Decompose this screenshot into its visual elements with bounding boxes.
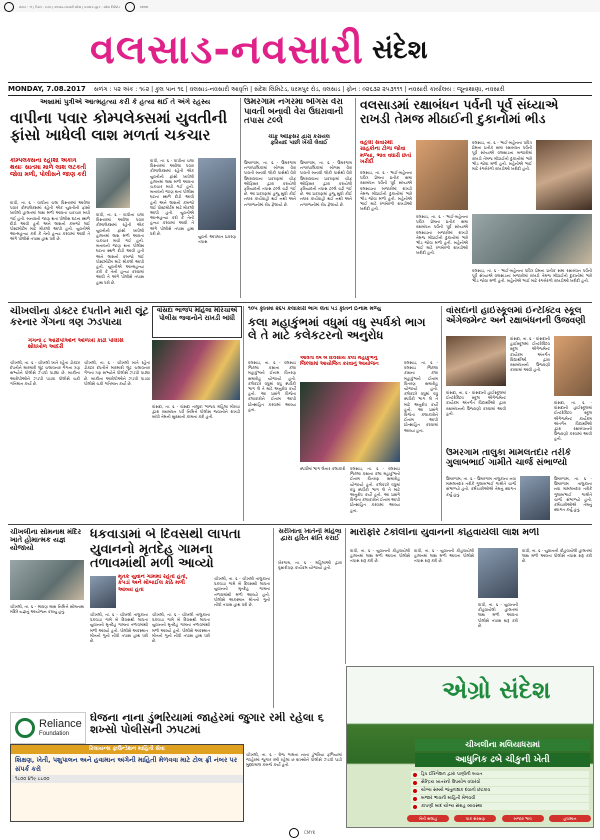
story3-photo2 — [536, 140, 592, 210]
story13-body-col4: વાપી, તા. ૬ - યુવાનની કોહવાયેલી હાલતમાં લાશ મળી આવતા પોલીસે તપાસ શરૂ કરી છે. — [522, 548, 592, 564]
column-rule — [345, 528, 346, 664]
agro-sandesh-section — [346, 666, 594, 828]
story7-body-cont: વાંસદા, તા. ૬ - વાંસદાની હાઈસ્કૂલમાં ઈન્ટરેક્ટિવ સ્કૂલ એંગેજમેન્ટ કાર્યક્રમ અંતર્ગત વિદ્યાર્થીઓ દ્વારા રક્ષાબંધનની ઉજવણી કરવામાં આવી હતી. — [510, 336, 550, 373]
story3-photo3 — [472, 214, 592, 264]
story8-headline: ઉમરગામ તાલુકા મામલતદાર તરીકે ગુલાબભાઈ ગામીતે ચાર્જ સંભાળ્યો — [446, 448, 571, 469]
issue-info: સળંગ : ૫૨ અંક : ૧૯૨ | કુલ પાન ૧૬ | વલસાડ-નવસારી આવૃત્તિ | સંદેશ લિમિટેડ, ધરમપુર રોડ, વલસાડ | ફોન : ૦૨૬૩૨ ૨૫૩૧૧૧ | નવસારી કાર્યાલય : જૂનાથાણા, નવસારી — [93, 86, 505, 93]
agro-tip: ડ્રિપ ઈરિગેશન દ્વારા પાણીની બચત — [411, 771, 589, 778]
bottom-print-strip — [0, 826, 600, 834]
column-rule — [441, 306, 442, 521]
story14-headline: ઘેજના નાના ડુંભરિયામાં જાહેરમાં જુગાર રમી રહેલા ૬ શખ્સો પોલીસની ઝપટમાં — [90, 712, 324, 737]
story11-photo — [10, 560, 84, 600]
agro-foot-item: બજાર ભાવ — [502, 815, 544, 822]
story8-body: ઉમરગામ, તા. ૬ - ઉમરગામ તાલુકાના નવા મામલતદાર તરીકે ગુલાબભાઈ ગામીતે ચાર્જ સંભાળ્યો હતો. કર્મચારીઓએ તેમનું સ્વાગત કર્યું હતું. — [446, 476, 516, 497]
story1-headline: વાપીના પવાર કોમ્પલેક્સમાં યુવતીની ફાંસો ખાધેલી લાશ મળતાં ચકચાર — [10, 110, 228, 144]
agro-tip: બજાર ભાવની માહિતી મેળવવી — [411, 795, 589, 802]
top-print-strip — [0, 0, 600, 12]
agro-tips — [411, 771, 589, 811]
story13-body-cont: વાપી, તા. ૬ - યુવાનની કોહવાયેલી હાલતમાં લાશ મળી આવતા પોલીસે તપાસ શરૂ કરી છે. — [414, 548, 474, 564]
reliance-foundation-logo — [10, 712, 86, 744]
story13-body: વાપી, તા. ૬ - યુવાનની કોહવાયેલી હાલતમાં લાશ મળી આવતા પોલીસે તપાસ શરૂ કરી છે. — [350, 548, 410, 564]
story6-photo — [300, 382, 400, 462]
story1-body-col3: વાપી, તા. ૬ - વાપીના ચલા વિસ્તારમાં આવેલા પવાર કોમ્પલેક્સમાં રહેતી એક યુવતીની ફાંસો ખાધેલી હાલતમાં લાશ મળી આવતા ચકચાર મચી ગઈ હતી. બનાવની જાણ થતા પોલીસ ઘટના સ્થળે દોડી આવી હતી અને લાશનો કબજો લઈ પોસ્ટમોર્ટમ માટે મોકલી આપી હતી. યુવતીએ આત્મહત્યા કરી કે તેની હત્યા કરવામાં આવી તે અંગે પોલીસે તપાસ હાથ ધરી છે. — [150, 158, 194, 236]
agro-foot-item: ખેતી સલાહ — [407, 815, 449, 822]
story6-caption: સ્પર્ધામાં ભાગ લેનાર કલાકારો — [300, 466, 346, 471]
masthead — [90, 22, 550, 78]
story4-headline: ચીખલીના ડોક્ટર દંપતીને મારી લૂંટ કરનાર ગેંગના ત્રણ ઝડપાયા — [10, 306, 149, 329]
story5-headline: વાંસદા ભાજપ મહિલા મોરચાએ પોલીસ જવાનોને રાખડી બાંધી — [152, 306, 242, 338]
agro-tip: કાપણી બાદ યોગ્ય સંગ્રહ વ્યવસ્થા — [411, 803, 589, 810]
story7-body: વાંસદા, તા. ૬ - વાંસદાની હાઈસ્કૂલમાં ઈન્ટરેક્ટિવ સ્કૂલ એંગેજમેન્ટ કાર્યક્રમ અંતર્ગત વિદ્યાર્થીઓ દ્વારા રક્ષાબંધનની ઉજવણી કરવામાં આવી હતી. — [446, 390, 506, 416]
story4-body-cont: ચીખલી, તા. ૬ - ચીખલી ખાતે રહેતા ડોક્ટર દંપતીને મારમારી લૂંટ ચલાવનાર ગેંગના ત્રણ સભ્યોને પોલીસે ઝડપી પાડ્યા છે. બાકીના આરોપીઓને ઝડપી પાડવા પોલીસે ચક્રો ગતિમાન કર્યા છે. — [84, 360, 150, 386]
registration-mark-icon — [4, 2, 14, 12]
story1-photo2 — [198, 158, 236, 230]
story10-headline: ધકવાડામાં બે દિવસથી લાપતા યુવાનનો મૃતદેહ ગામના તળાવમાંથી મળી આવ્યો — [90, 528, 241, 572]
reliance-logo-icon — [15, 718, 35, 738]
story3-body-col4: વલસાડ, તા. ૬ - ભાઈ-બહેનના પવિત્ર પ્રેમના પ્રતીક સમા રક્ષાબંધન પર્વની પૂર્વ સંધ્યાએ વલસાડના બજારોમાં રાખડી તેમજ મીઠાઈની દુકાનોમાં ભારે ભીડ જોવા મળી હતી. બહેનોએ ભાઈ માટે રંગબેરંગી રાખડીઓ ખરીદી હતી. — [472, 268, 592, 284]
story13-photo — [478, 548, 518, 598]
story2-bullets: ચીફ ઓફિસર દ્વારા કરાયેલ ફરિયાદ પાછી ખેંચી લેવાઈ — [268, 134, 330, 147]
story2-headline: ઉમરગામ નગરમાં બોગસ વેરા પાવતી બનાવી વેરા ઉઘરાવાની તપાસ ટલ્લે — [244, 98, 344, 127]
story12-body: ખેરગામ, તા. ૬ - મહિલાઓ દ્વારા વૃક્ષારોપણ કાર્યક્રમ યોજાયો હતો. — [278, 560, 342, 571]
story5-photo — [152, 340, 240, 400]
story7-photo — [446, 336, 506, 386]
story13-headline: મારોફોર ટેકોલીના યુવાનની કોહવાયેલી લાશ મળી — [350, 528, 540, 538]
story13-body-col3: વાપી, તા. ૬ - યુવાનની કોહવાયેલી હાલતમાં લાશ મળી આવતા પોલીસે તપાસ શરૂ કરી છે. — [478, 602, 518, 628]
story7-headline: વાંસદાની હાઈસ્કૂલમાં ઈન્ટેક્ટિવ સ્કૂલ એંગેજમેન્ટ અને રક્ષાબંધનની ઉજવણી — [446, 306, 586, 327]
dateline — [8, 82, 592, 96]
bottom-cmyk: CMYK — [303, 830, 316, 835]
story1-photo — [96, 158, 130, 208]
agro-band-2: આધુનિક ઢબે ચીકુની ખેતી — [415, 753, 590, 767]
story6-body-col3: વલસાડ, તા. ૬ - વલસાડ જિલ્લા કક્ષાના કલા મહાકુંભનો ઈનામ વિતરણ સમારોહ યોજાયો હતો. કલેકટરે વધુમાં વધુ સ્પર્ધકો ભાગ લે તે માટે અનુરોધ કર્યો હતો. આ પ્રસંગે વિજેતા કલાકારોને ઈનામ આપી પ્રોત્સાહિત કરવામાં આવ્યા હતા. — [404, 360, 438, 433]
reliance-name: Reliance — [39, 718, 82, 731]
agro-tip: સેન્દ્રિય ખાતરનો ઉપયોગ વધારવો — [411, 779, 589, 786]
story3-bullets: વહેલી સવારથી ગ્રાહકોના ટોળા જોવા મળ્યા, ભાવ વધારો છતાં ખરીદી — [360, 140, 412, 165]
registration-mark-icon — [125, 2, 135, 12]
story14-body: ચીખલી, તા. ૬ - ઘેજ ગામના નાના ડુંભરિયા ફળિયામાં જાહેરમાં જુગાર રમી રહેલા છ શખ્સોને પોલીસે ઝડપી પાડી મુદ્દામાલ કબજે કર્યો હતો. — [246, 752, 342, 768]
story1-bullets: કોમ્પલેક્સના રહીશો એકત્રિ થયાઃ સાતમા માળે લાશ લટકતી જોવા મળી, પોલીસને જાણ કરી — [10, 158, 87, 178]
ad-body: શિક્ષણ, ખેતી, પશુપાલન અને હવામાન અંગેની માહિતી મેળવવા માટે ટોલ ફ્રી નંબર પર સંપર્ક કરો — [15, 756, 238, 773]
agro-title: એગ્રો સંદેશ — [442, 675, 551, 704]
ad-header: રિલાયન્સ ફાઉન્ડેશન માહિતી સેવા — [11, 745, 243, 754]
registration-mark-icon — [289, 828, 299, 838]
column-rule — [240, 98, 241, 298]
story1-kicker: અબ્રામાં પુત્રીએ આત્મહત્યા કરી કે હત્યા થઈ તે અંગે રહસ્ય — [40, 98, 211, 106]
story3-headline: વલસાડમાં રક્ષાબંધન પર્વની પૂર્વ સંધ્યાએ રાખડી તેમજ મીઠાઈની દુકાનોમાં ભીડ — [360, 98, 559, 126]
story3-body: વલસાડ, તા. ૬ - ભાઈ-બહેનના પવિત્ર પ્રેમના પ્રતીક સમા રક્ષાબંધન પર્વની પૂર્વ સંધ્યાએ વલસાડના બજારોમાં રાખડી તેમજ મીઠાઈની દુકાનોમાં ભારે ભીડ જોવા મળી હતી. બહેનોએ ભાઈ માટે રંગબેરંગી રાખડીઓ ખરીદી હતી. — [360, 170, 412, 212]
story5-body: વાંસદા, તા. ૬ - વાંસદા તાલુકા ભાજપ મહિલા મોરચા દ્વારા રક્ષાબંધન પર્વ નિમિત્તે પોલીસ જવાનોને રાખડી બાંધી તેમની સુરક્ષાની કામના કરી હતી. — [152, 404, 240, 420]
column-rule — [243, 306, 244, 521]
story1-body-cont: વાપી, તા. ૬ - વાપીના ચલા વિસ્તારમાં આવેલા પવાર કોમ્પલેક્સમાં રહેતી એક યુવતીની ફાંસો ખાધેલી હાલતમાં લાશ મળી આવતા ચકચાર મચી ગઈ હતી. બનાવની જાણ થતા પોલીસ ઘટના સ્થળે દોડી આવી હતી અને લાશનો કબજો લઈ પોસ્ટમોર્ટમ માટે મોકલી આપી હતી. યુવતીએ આત્મહત્યા કરી કે તેની હત્યા કરવામાં આવી તે અંગે પોલીસે તપાસ હાથ ધરી છે. — [96, 212, 144, 285]
cmyk-label: CMYK — [139, 5, 149, 9]
story10-body: ચીખલી, તા. ૬ - ચીખલી તાલુકાના ધકવાડા ગામે બે દિવસથી લાપતા યુવાનનો મૃતદેહ ગામના તળાવમાંથી મળી આવ્યો હતો. પોલીસે અકસ્માત મોતનો ગુનો નોંધી તપાસ હાથ ધરી છે. — [90, 612, 148, 644]
reliance-ad — [10, 744, 244, 822]
story10-photo — [90, 576, 116, 608]
story3-photo — [416, 140, 468, 210]
ad-phone: ૧૮૦૦ ૪૧૯ ૮૮૦૦ — [11, 775, 243, 783]
agro-foot-item: હવામાન — [549, 815, 591, 822]
story3-body-col3: વલસાડ, તા. ૬ - ભાઈ-બહેનના પવિત્ર પ્રેમના પ્રતીક સમા રક્ષાબંધન પર્વની પૂર્વ સંધ્યાએ વલસાડના બજારોમાં રાખડી તેમજ મીઠાઈની દુકાનોમાં ભારે ભીડ જોવા મળી હતી. બહેનોએ ભાઈ માટે રંગબેરંગી રાખડીઓ ખરીદી હતી. — [472, 140, 532, 172]
issue-date: MONDAY, 7.08.2017 — [8, 85, 86, 93]
story7-photo2 — [554, 336, 592, 396]
agro-band-1: ચીખલીના મલિયાધરામાં — [415, 739, 590, 751]
story4-body: ચીખલી, તા. ૬ - ચીખલી ખાતે રહેતા ડોક્ટર દંપતીને મારમારી લૂંટ ચલાવનાર ગેંગના ત્રણ સભ્યોને પોલીસે ઝડપી પાડ્યા છે. બાકીના આરોપીઓને ઝડપી પાડવા પોલીસે ચક્રો ગતિમાન કર્યા છે. — [10, 360, 80, 386]
story6-kicker: ૧૦૫ કૃતિમાં ૨૬૫ કલાકારો ભાગ લેતા પડ કૃતિને ઈનામ મળ્યું — [248, 306, 381, 312]
column-rule — [273, 528, 274, 708]
story8-photo — [520, 476, 550, 520]
story3-body-cont: વલસાડ, તા. ૬ - ભાઈ-બહેનના પવિત્ર પ્રેમના પ્રતીક સમા રક્ષાબંધન પર્વની પૂર્વ સંધ્યાએ વલસાડના બજારોમાં રાખડી તેમજ મીઠાઈની દુકાનોમાં ભારે ભીડ જોવા મળી હતી. બહેનોએ ભાઈ માટે રંગબેરંગી રાખડીઓ ખરીદી હતી. — [416, 214, 468, 256]
section-rule — [8, 524, 592, 525]
story6-body: વલસાડ, તા. ૬ - વલસાડ જિલ્લા કક્ષાના કલા મહાકુંભનો ઈનામ વિતરણ સમારોહ યોજાયો હતો. કલેકટરે વધુમાં વધુ સ્પર્ધકો ભાગ લે તે માટે અનુરોધ કર્યો હતો. આ પ્રસંગે વિજેતા કલાકારોને ઈનામ આપી પ્રોત્સાહિત કરવામાં આવ્યા હતા. — [248, 360, 296, 412]
section-rule — [8, 302, 592, 303]
story6-bullets: આવતા વર્ષે બે દિવસીય કલા મહાકુંભનું જિલ્લામાં આયોજિત કરવાનું આયોજન — [300, 356, 379, 367]
masthead-subtitle: સંદેશ — [371, 34, 428, 65]
agro-footer — [407, 815, 591, 822]
story7-body-col3: વાંસદા, તા. ૬ - વાંસદાની હાઈસ્કૂલમાં ઈન્ટરેક્ટિવ સ્કૂલ એંગેજમેન્ટ કાર્યક્રમ અંતર્ગત વિદ્યાર્થીઓ દ્વારા રક્ષાબંધનની ઉજવણી કરવામાં આવી હતી. — [554, 400, 592, 442]
story11-headline: ચીખલીના સોમનાથ મંદિર ખાતે હોમાત્મક યજ્ઞ યોજાયો — [10, 528, 82, 552]
story12-headline: સરીખાતા ખાતેની મહિલા દ્વારા હરિત ક્રાંતિ કરાઈ — [278, 528, 342, 543]
story11-body: ચીખલી, તા. ૬ - શ્રાવણ માસ નિમિત્તે સોમનાથ મંદિરે યજ્ઞનું આયોજન કરાયું હતું. — [10, 604, 84, 615]
story6-body-cont: વલસાડ, તા. ૬ - વલસાડ જિલ્લા કક્ષાના કલા મહાકુંભનો ઈનામ વિતરણ સમારોહ યોજાયો હતો. કલેકટરે વધુમાં વધુ સ્પર્ધકો ભાગ લે તે માટે અનુરોધ કર્યો હતો. આ પ્રસંગે વિજેતા કલાકારોને ઈનામ આપી પ્રોત્સાહિત કરવામાં આવ્યા હતા. — [350, 466, 400, 513]
story6-headline: કલા મહાકુંભમાં વધુમાં વધુ સ્પર્ધકો ભાગ લે તે માટે કલેકટરનો અનુરોધ — [248, 316, 426, 342]
column-rule — [355, 98, 356, 298]
story10-body-col3: ચીખલી, તા. ૬ - ચીખલી તાલુકાના ધકવાડા ગામે બે દિવસથી લાપતા યુવાનનો મૃતદેહ ગામના તળાવમાંથી મળી આવ્યો હતો. પોલીસે અકસ્માત મોતનો ગુનો નોંધી તપાસ હાથ ધરી છે. — [214, 576, 270, 608]
top-strip-text: સંતાન : ૧૧ | કિમત : ૨.૦૦ | વલસાડ-નવસારી સંદેશ | પ્રકાશક-મુદ્રક : સંદેશ લિમિટેડ — [18, 5, 120, 9]
story8-body-cont: ઉમરગામ, તા. ૬ - ઉમરગામ તાલુકાના નવા મામલતદાર તરીકે ગુલાબભાઈ ગામીતે ચાર્જ સંભાળ્યો હતો. કર્મચારીઓએ તેમનું સ્વાગત કર્યું હતું. — [554, 476, 592, 513]
agro-foot-item: પાક સંરક્ષણ — [454, 815, 496, 822]
agro-tip: યોગ્ય સમયે જંતુનાશક દવાનો છંટકાવ — [411, 787, 589, 794]
story10-body-cont: ચીખલી, તા. ૬ - ચીખલી તાલુકાના ધકવાડા ગામે બે દિવસથી લાપતા યુવાનનો મૃતદેહ ગામના તળાવમાંથી મળી આવ્યો હતો. પોલીસે અકસ્માત મોતનો ગુનો નોંધી તપાસ હાથ ધરી છે. — [152, 612, 210, 644]
story10-bullets: મૃતક યુવાન ગામમાં રહેતો હતો, કપડાં અને મોબાઈલ કાંઠે મળી આવ્યા હતા — [118, 574, 188, 593]
masthead-title: વલસાડ-નવસારી — [90, 27, 364, 73]
story4-bullets: ગેંગના ૮ આરોપીઓને ઓળખી કાઢી પોલીસે શોધખોળ આદરી — [28, 338, 124, 351]
reliance-sub: Foundation — [39, 730, 70, 737]
story1-body: વાપી, તા. ૬ - વાપીના ચલા વિસ્તારમાં આવેલા પવાર કોમ્પલેક્સમાં રહેતી એક યુવતીની ફાંસો ખાધેલી હાલતમાં લાશ મળી આવતા ચકચાર મચી ગઈ હતી. બનાવની જાણ થતા પોલીસ ઘટના સ્થળે દોડી આવી હતી અને લાશનો કબજો લઈ પોસ્ટમોર્ટમ માટે મોકલી આપી હતી. યુવતીએ આત્મહત્યા કરી કે તેની હત્યા કરવામાં આવી તે અંગે પોલીસે તપાસ હાથ ધરી છે. — [10, 200, 90, 242]
story2-body: ઉમરગામ, તા. ૬ - ઉમરગામ નગરપાલિકામાં બોગસ વેરા પાવતી બનાવી લોકો પાસેથી વેરો ઉઘરાવવાના પ્રકરણમાં ચીફ ઓફિસર દ્વારા કરાયેલી ફરિયાદની તપાસ ટલ્લે ચઢી ગઈ છે. આ પ્રકરણમાં હજુ સુધી કોઈ નક્કર કાર્યવાહી થઈ નથી અને નગરજનોમાં રોષ ફેલાયો છે. — [244, 160, 296, 207]
story1-caption: યુવતી આપઘાત પ્રકરણ તપાસ — [198, 234, 236, 245]
story2-body-cont: ઉમરગામ, તા. ૬ - ઉમરગામ નગરપાલિકામાં બોગસ વેરા પાવતી બનાવી લોકો પાસેથી વેરો ઉઘરાવવાના પ્રકરણમાં ચીફ ઓફિસર દ્વારા કરાયેલી ફરિયાદની તપાસ ટલ્લે ચઢી ગઈ છે. આ પ્રકરણમાં હજુ સુધી કોઈ નક્કર કાર્યવાહી થઈ નથી અને નગરજનોમાં રોષ ફેલાયો છે. — [300, 160, 352, 207]
